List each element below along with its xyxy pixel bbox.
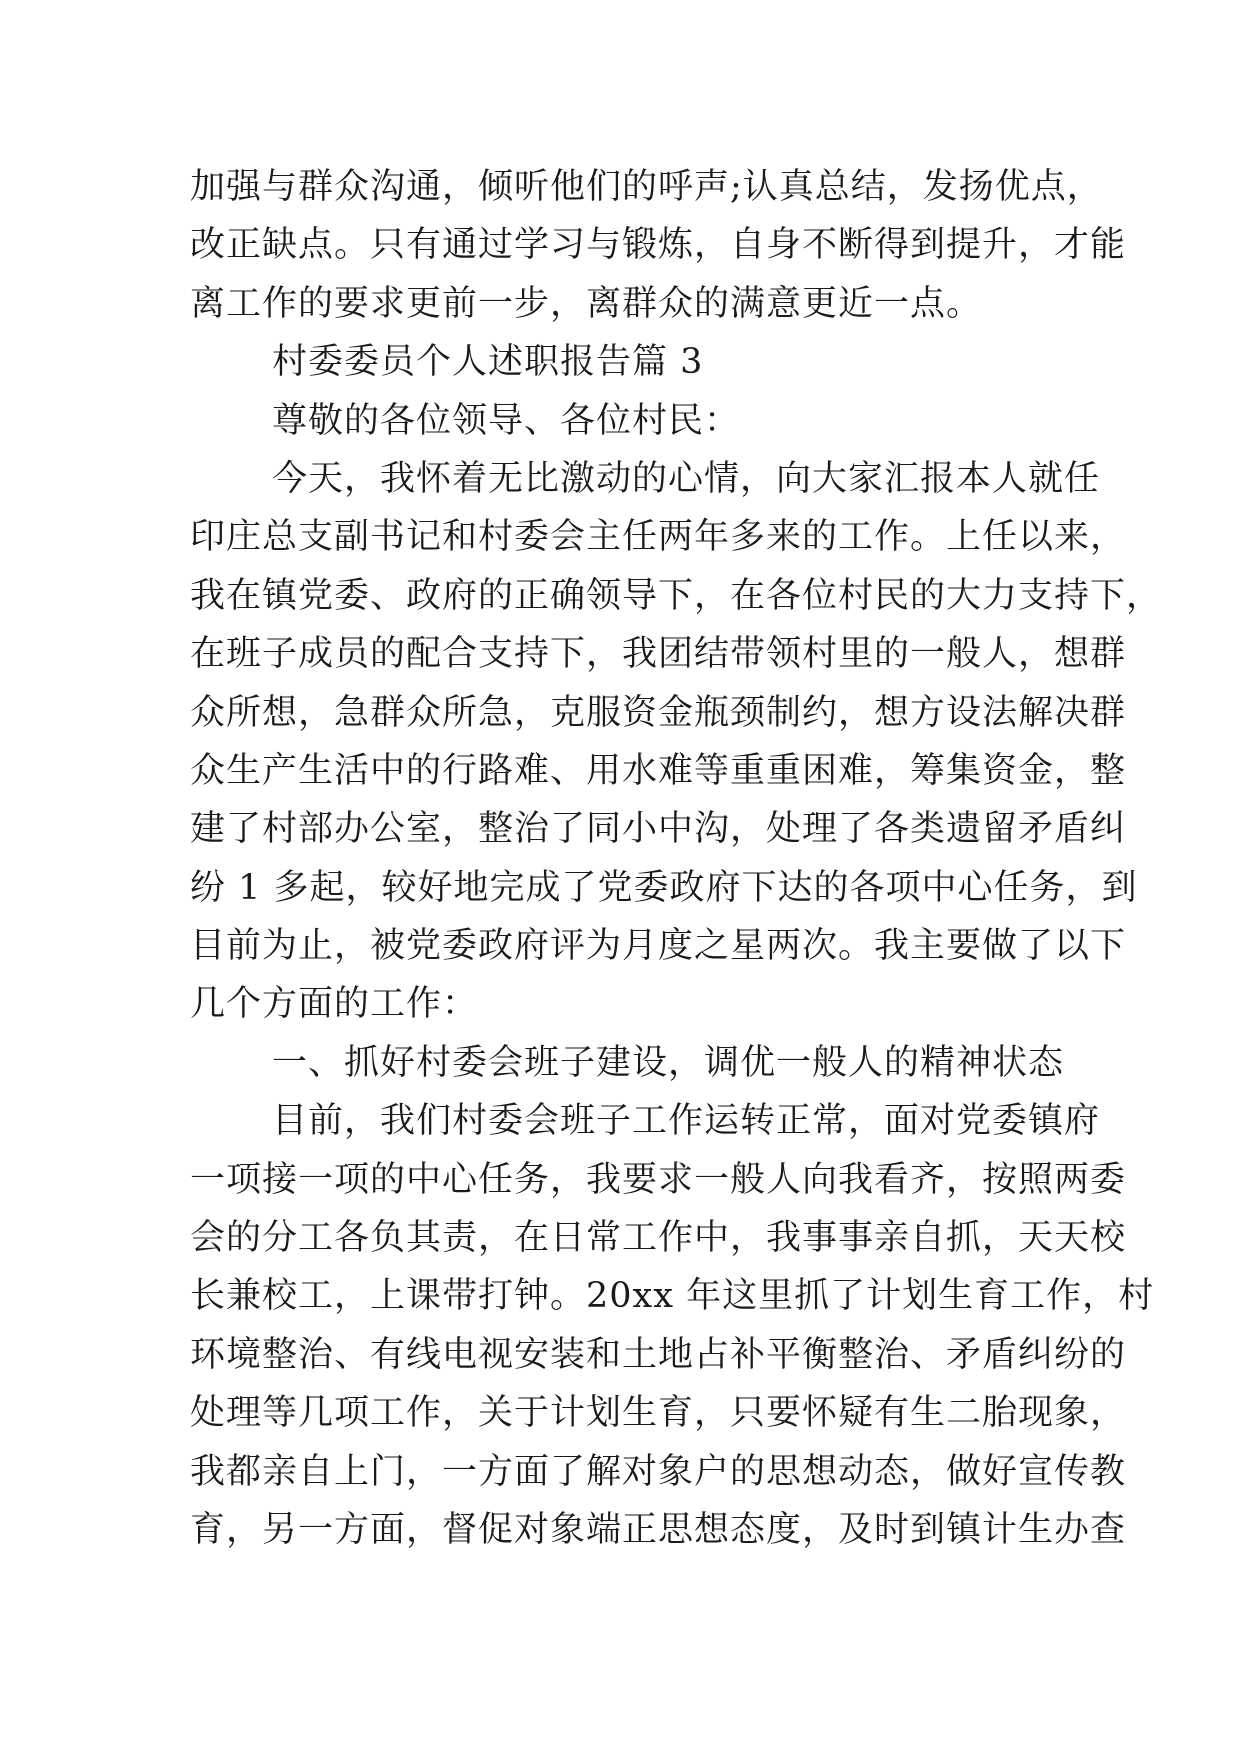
text-line: 我在镇党委、政府的正确领导下，在各位村民的大力支持下，	[190, 575, 1163, 616]
text-line: 环境整治、有线电视安装和土地占补平衡整治、矛盾纠纷的	[190, 1334, 1127, 1375]
text-line: 今天，我怀着无比激动的心情，向大家汇报本人就任	[272, 458, 1101, 499]
text-line: 会的分工各负其责，在日常工作中，我事事亲自抓，天天校	[190, 1218, 1127, 1259]
salutation: 尊敬的各位领导、各位村民：	[272, 400, 741, 441]
section-heading: 村委委员个人述职报告篇 3	[272, 342, 704, 383]
text-line: 育，另一方面，督促对象端正思想态度，及时到镇计生办查	[190, 1509, 1127, 1550]
subsection-heading: 一、抓好村委会班子建设，调优一般人的精神状态	[272, 1042, 1065, 1083]
text-line: 目前，我们村委会班子工作运转正常，面对党委镇府	[272, 1101, 1101, 1142]
text-line: 在班子成员的配合支持下，我团结带领村里的一般人，想群	[190, 634, 1127, 675]
text-line: 建了村部办公室，整治了同小中沟，处理了各类遗留矛盾纠	[190, 809, 1127, 850]
text-line: 印庄总支副书记和村委会主任两年多来的工作。上任以来，	[190, 517, 1127, 558]
text-line: 目前为止，被党委政府评为月度之星两次。我主要做了以下	[190, 926, 1127, 967]
text-line: 一项接一项的中心任务，我要求一般人向我看齐，按照两委	[190, 1159, 1127, 1200]
document-body	[190, 158, 1163, 1559]
text-line: 改正缺点。只有通过学习与锻炼，自身不断得到提升，才能	[190, 225, 1127, 266]
text-line: 我都亲自上门，一方面了解对象户的思想动态，做好宣传教	[190, 1451, 1127, 1492]
text-line: 离工作的要求更前一步，离群众的满意更近一点。	[190, 283, 983, 324]
text-line: 长兼校工，上课带打钟。20xx 年这里抓了计划生育工作，村	[190, 1276, 1155, 1317]
text-line: 处理等几项工作，关于计划生育，只要怀疑有生二胎现象，	[190, 1393, 1127, 1434]
text-line: 几个方面的工作：	[190, 984, 479, 1025]
text-line: 加强与群众沟通，倾听他们的呼声;认真总结，发扬优点，	[190, 167, 1103, 207]
text-line: 众所想，急群众所急，克服资金瓶颈制约，想方设法解决群	[190, 692, 1127, 733]
text-line: 纷 1 多起，较好地完成了党委政府下达的各项中心任务，到	[190, 867, 1138, 908]
text-line: 众生产生活中的行路难、用水难等重重困难，筹集资金，整	[190, 750, 1127, 791]
